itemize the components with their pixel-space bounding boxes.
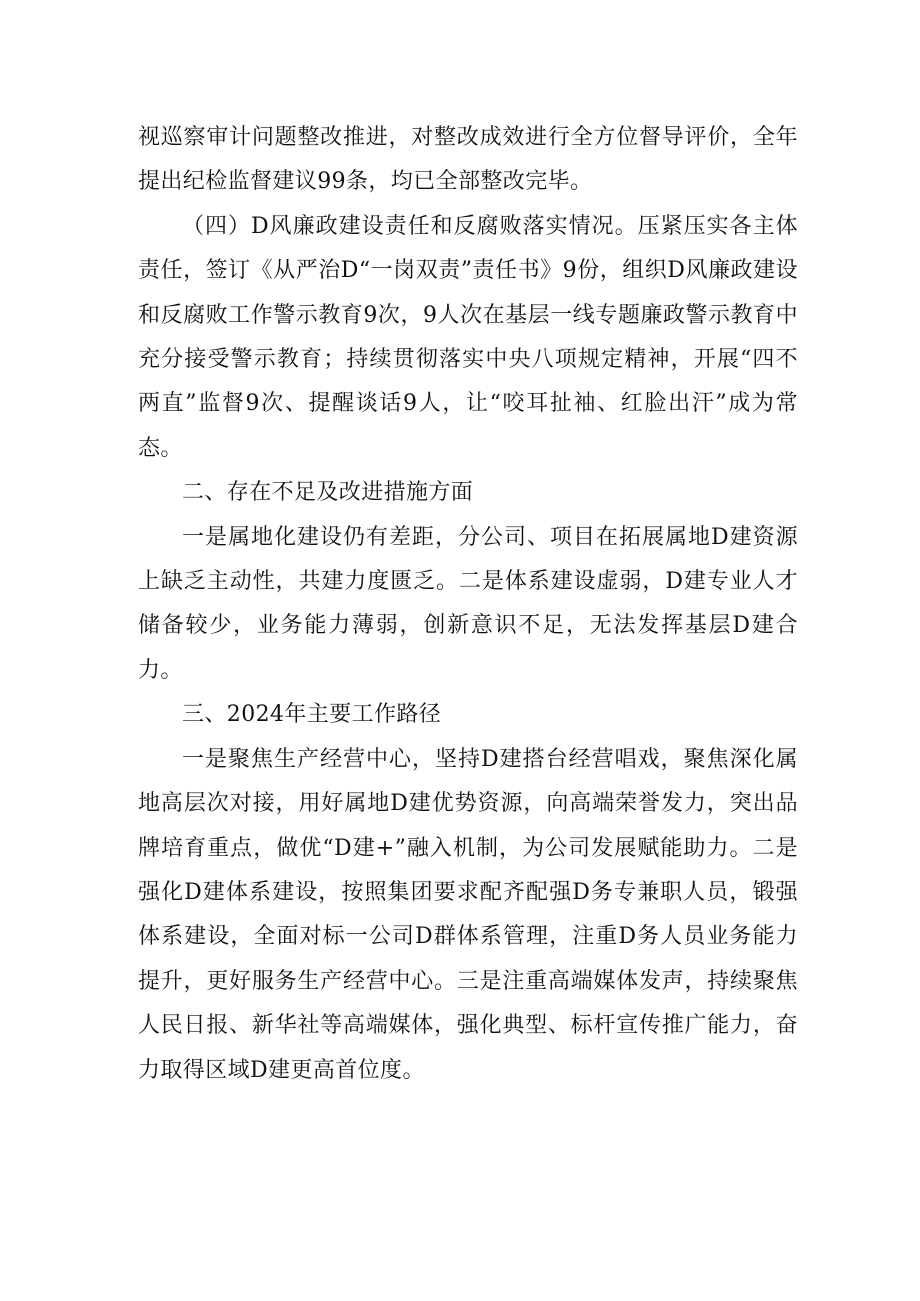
document-body xyxy=(138,116,798,1093)
paragraph-anti-corruption: （四）D风廉政建设责任和反腐败落实情况。压紧压实各主体责任，签订《从严治D“一岗双责”责任书》9份，组织D风廉政建设和反腐败工作警示教育9次，9人次在基层一线专题廉政警示教育中充分接受警示教育；持续贯彻落实中央八项规定精神，开展“四不两直”监督9次、提醒谈话9人，让“咬耳扯袖、红脸出汗”成为常态。 xyxy=(138,213,798,461)
section-heading-work-path-2024: 三、2024年主要工作路径 xyxy=(182,702,442,728)
paragraph-work-path: 一是聚焦生产经营中心，坚持D建搭台经营唱戏，聚焦深化属地高层次对接，用好属地D建优势资源，向高端荣誉发力，突出品牌培育重点，做优“D建+”融入机制，为公司发展赋能助力。二是强化D建体系建设，按照集团要求配齐配强D务专兼职人员，锻强体系建设，全面对标一公司D群体系管理，注重D务人员业务能力提升，更好服务生产经营中心。三是注重高端媒体发声，持续聚焦人民日报、新华社等高端媒体，强化典型、标杆宣传推广能力，奋力取得区域D建更高首位度。 xyxy=(138,746,798,1083)
paragraph-shortcomings: 一是属地化建设仍有差距，分公司、项目在拓展属地D建资源上缺乏主动性，共建力度匮乏。二是体系建设虚弱，D建专业人才储备较少，业务能力薄弱，创新意识不足，无法发挥基层D建合力。 xyxy=(138,524,798,683)
section-heading-shortcomings: 二、存在不足及改进措施方面 xyxy=(182,480,474,506)
paragraph-audit-rectification: 视巡察审计问题整改推进，对整改成效进行全方位督导评价，全年提出纪检监督建议99条，均已全部整改完毕。 xyxy=(138,125,798,195)
